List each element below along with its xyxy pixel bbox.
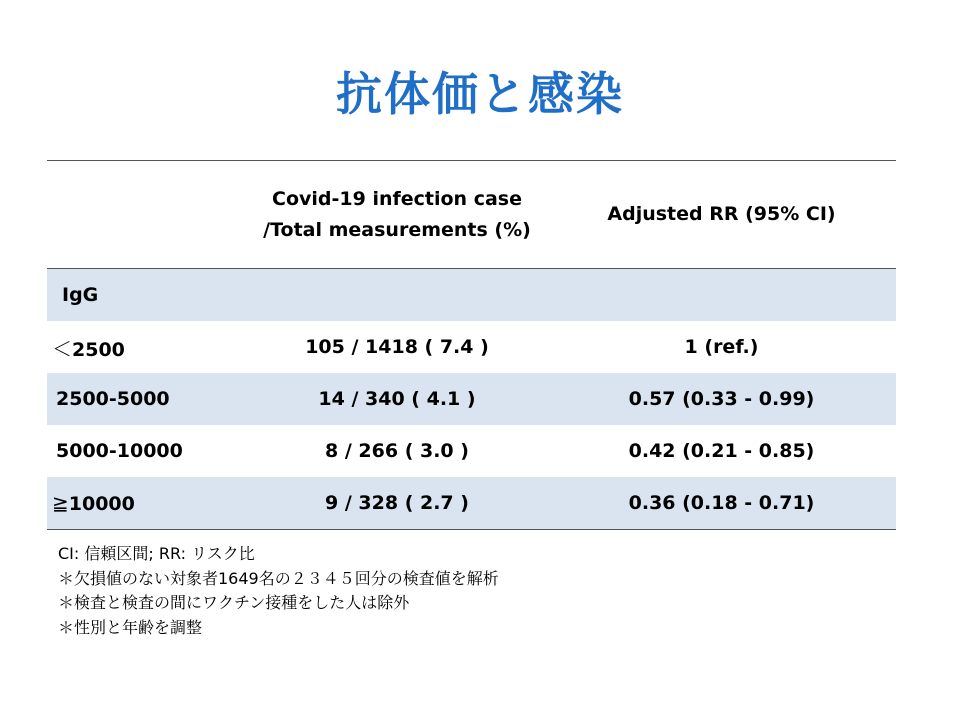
row-label [47, 477, 247, 530]
greater-equal-symbol: ≧ [52, 491, 69, 515]
footnote-exclusion: ＊検査と検査の間にワクチン接種をした人は除外 [58, 593, 410, 612]
footnotes [58, 542, 499, 640]
table-header-row [47, 161, 896, 269]
table-row [47, 425, 896, 477]
footnote-abbreviations: CI: 信頼区間; RR: リスク比 [58, 544, 255, 563]
row-cases: 9 / 328 ( 2.7 ) [247, 477, 547, 530]
row-rr: 0.57 (0.33 - 0.99) [547, 373, 896, 425]
footnote-adjustment: ＊性別と年齢を調整 [58, 617, 203, 637]
header-infection-line1: Covid-19 infection case [272, 187, 522, 210]
row-label: 5000-10000 [56, 440, 183, 462]
section-row-igg [47, 269, 896, 322]
row-label [47, 321, 247, 373]
results-table [47, 160, 896, 530]
header-adjusted-rr: Adjusted RR (95% CI) [547, 161, 896, 269]
slide-title: 抗体価と感染 [336, 67, 624, 121]
row-rr: 0.42 (0.21 - 0.85) [628, 440, 815, 462]
row-rr: 1 (ref.) [684, 336, 759, 358]
footnote-analysis: ＊欠損値のない対象者1649名の２３４５回分の検査値を解析 [58, 568, 499, 588]
row-cases: 14 / 340 ( 4.1 ) [247, 373, 547, 425]
table-row [47, 373, 896, 425]
header-infection-cases [247, 161, 547, 269]
section-label: IgG [47, 269, 247, 322]
less-than-symbol: ＜ [52, 336, 72, 361]
table-row [47, 321, 896, 373]
row-cases: 8 / 266 ( 3.0 ) [325, 440, 469, 462]
header-infection-line2: /Total measurements (%) [263, 218, 531, 241]
row-label-text: 2500 [72, 338, 125, 361]
row-label: 2500-5000 [47, 373, 247, 425]
row-rr: 0.36 (0.18 - 0.71) [547, 477, 896, 530]
row-label-text: 10000 [68, 493, 135, 515]
row-cases: 105 / 1418 ( 7.4 ) [305, 336, 489, 358]
header-empty [47, 161, 247, 269]
table-row [47, 477, 896, 530]
